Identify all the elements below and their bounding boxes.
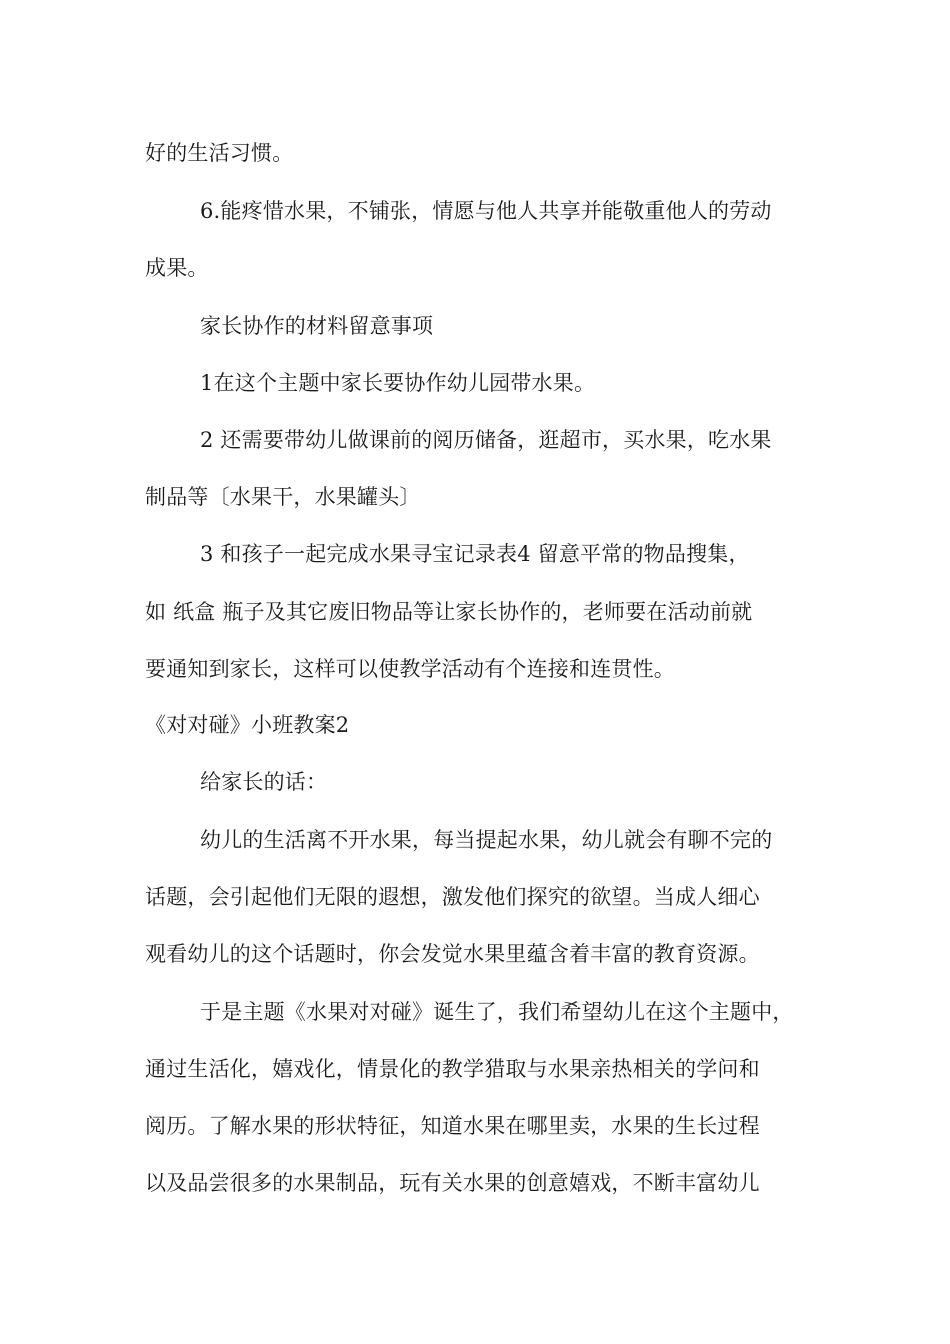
text-line: 给家长的话：	[200, 770, 328, 794]
text-line: 通过生活化，嬉戏化，情景化的教学猎取与水果亲热相关的学问和	[145, 1057, 760, 1081]
text-line: 阅历。了解水果的形状特征，知道水果在哪里卖，水果的生长过程	[145, 1114, 760, 1138]
text-line: 1在这个主题中家长要协作幼儿园带水果。	[200, 371, 596, 395]
text-line: 幼儿的生活离不开水果，每当提起水果，幼儿就会有聊不完的	[200, 828, 773, 852]
section-heading: 《对对碰》小班教案2	[145, 713, 350, 737]
text-line: 制品等〔水果干，水果罐头〕	[145, 485, 421, 509]
text-line: 好的生活习惯。	[145, 141, 294, 165]
text-line: 家长协作的材料留意事项	[200, 314, 434, 338]
text-line: 6.能疼惜水果，不铺张，情愿与他人共享并能敬重他人的劳动	[200, 199, 772, 223]
text-line: 如 纸盒 瓶子及其它废旧物品等让家长协作的，老师要在活动前就	[145, 600, 753, 624]
text-line: 以及品尝很多的水果制品，玩有关水果的创意嬉戏，不断丰富幼儿	[145, 1171, 760, 1195]
text-line: 要通知到家长，这样可以使教学活动有个连接和连贯性。	[145, 657, 675, 681]
text-line: 2 还需要带幼儿做课前的阅历储备，逛超市，买水果，吃水果	[200, 428, 772, 452]
text-line: 成果。	[145, 256, 209, 280]
text-line: 话题，会引起他们无限的遐想，激发他们探究的欲望。当成人细心	[145, 885, 760, 909]
text-line: 观看幼儿的这个话题时，你会发觉水果里蕴含着丰富的教育资源。	[145, 942, 760, 966]
text-line: 于是主题《水果对对碰》诞生了，我们希望幼儿在这个主题中，	[200, 1000, 794, 1024]
text-line: 3 和孩子一起完成水果寻宝记录表4 留意平常的物品搜集，	[200, 542, 750, 566]
